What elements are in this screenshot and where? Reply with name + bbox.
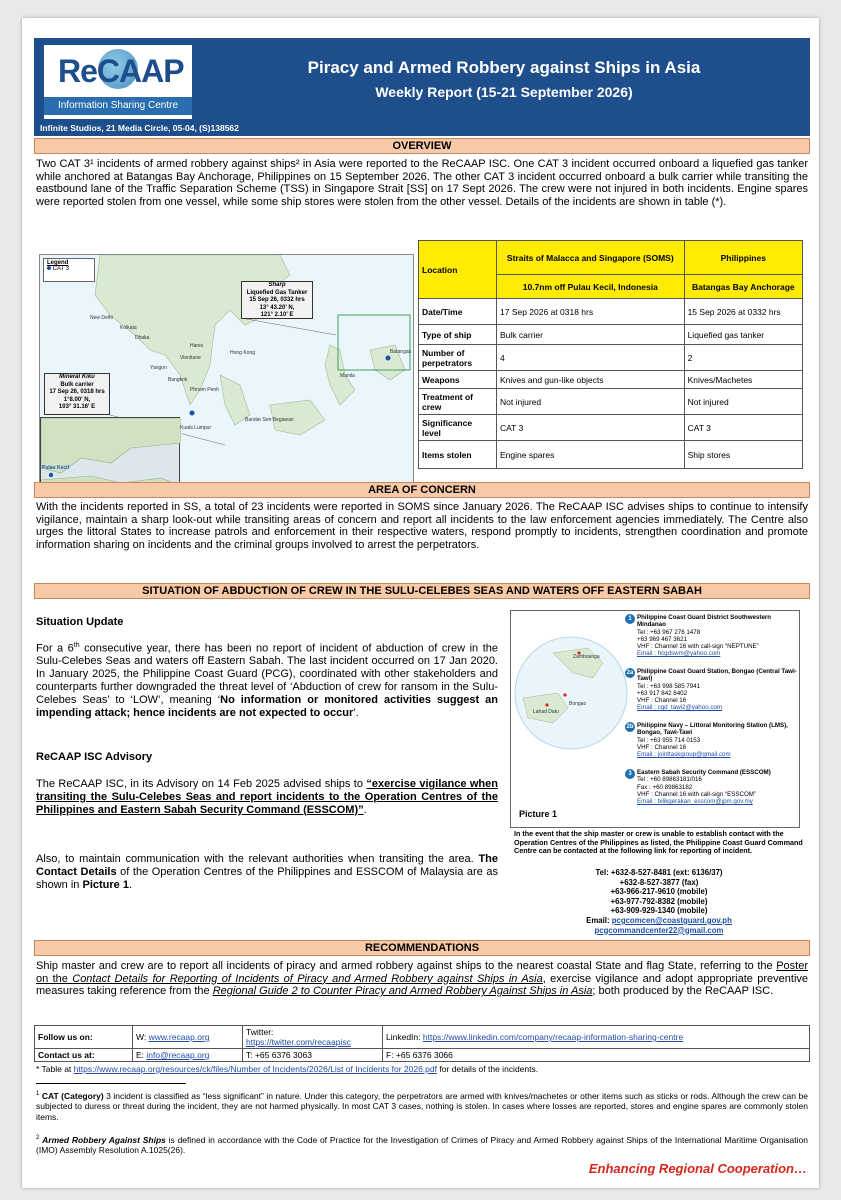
phone-line: Tel: +632-8-527-8481 (ext: 6136/37): [595, 868, 723, 877]
contact-line: +63 917 842 8402: [637, 689, 688, 697]
area-of-concern-text: With the incidents reported in SS, a total of 23 incidents were reported in SOMS since January 2026. The ReCAAP ISC advises ships to continue to intensify vigilance, maintain a sharp look-out while transiting areas of concern and report all incidents to the law enforcement agencies immediately. The Centre also urges the littoral States to increase patrols and enforcement in their respective waters, respond promptly to incidents, strengthen coordination and promote information sharing on incidents and the criminal groups involved to arrest the perpetrators.: [36, 501, 808, 551]
logo-text: ReCAAP: [58, 53, 184, 89]
contact-line: Tel : +63 998 585 7941: [637, 682, 701, 690]
row-label: Number of perpetrators: [419, 345, 497, 371]
email-label: Email:: [586, 915, 612, 925]
contact-title: Philippine Navy – Littoral Monitoring Station (LMS), Bongao, Tawi-Tawi: [637, 722, 788, 737]
table-cell: Knives/Machetes: [684, 371, 802, 389]
bold-underlined-text: “exercise vigilance when transiting the Sulu-Celebes Seas and report incidents to the Operation Centres of the Philippines and Eastern Sabah Security Command (ESSCOM)”: [36, 778, 498, 816]
contact-line: Fax : +60 89863182: [637, 783, 693, 791]
row-label: Significance level: [419, 415, 497, 441]
table-cell: 2: [684, 345, 802, 371]
callout-line: Bulk carrier: [60, 381, 94, 388]
bold-text: CAT (Category): [41, 1090, 104, 1101]
callout-line: 13° 43.20' N,: [259, 304, 295, 311]
also-text: [36, 853, 498, 891]
table-note: [36, 1064, 808, 1075]
text-run: consecutive year, there has been no report of incident of abduction of crew in the Sulu-Celebes Seas and waters off Eastern Sabah. The last incident occurred on 17 Jan 2020. In January 2025, the Philippine Coast Guard (PCG), coordinated with other stakeholders and counterparts further downgraded the threat level of ‘Abduction of crew for ransom in the Sulu-Celebes Seas’ to ‘LOW’, meaning ‘: [36, 642, 498, 706]
bold-text: Picture 1: [82, 878, 129, 891]
table-cell: Engine spares: [497, 441, 685, 469]
text-run: .: [363, 803, 367, 816]
row-label: Items stolen: [419, 441, 497, 469]
contact-line: VHF : Channel 16: [637, 743, 687, 751]
email-cell: [133, 1049, 243, 1062]
advisory-title: ReCAAP ISC Advisory: [36, 751, 153, 763]
contact-email[interactable]: Email : jointtaskgroup@gmail.com: [637, 751, 731, 759]
website-link[interactable]: www.recaap.org: [148, 1032, 210, 1042]
overview-heading: OVERVIEW: [34, 138, 810, 154]
number-badge: 2a: [626, 670, 634, 676]
text-run: Also, to maintain communication with the relevant authorities when transiting the area.: [36, 853, 479, 865]
row-label: Date/Time: [419, 299, 497, 325]
footnote-1: [36, 1089, 808, 1122]
contact-pn-lms: [626, 722, 799, 759]
table-row: [419, 241, 803, 275]
poster-link-title[interactable]: Contact Details for Reporting of Incidents of Piracy and Armed Robbery against Ships in Asia: [72, 972, 543, 985]
table-row: [419, 371, 803, 389]
map-label-lahad-datu: Lahad Datu: [533, 709, 559, 715]
callout-ship-name: Mineral Kiku: [59, 374, 95, 380]
recaap-logo: [44, 45, 192, 119]
advisory-text: [36, 778, 498, 816]
map-label-yangon: Yangon: [150, 365, 167, 371]
callout-line: Liquefied Gas Tanker: [246, 289, 308, 296]
map-label-bongao: Bongao: [569, 701, 587, 707]
twitter-label: Twitter:: [246, 1027, 274, 1037]
twitter-cell: [243, 1026, 383, 1049]
column-region: Philippines: [684, 241, 802, 275]
linkedin-link[interactable]: https://www.linkedin.com/company/recaap-information-sharing-centre: [422, 1032, 684, 1042]
map-label-bandar-seri-begawan: Bandar Seri Begawan: [245, 417, 294, 423]
column-place: Batangas Bay Anchorage: [684, 275, 802, 299]
map-label-batangas: Batangas: [390, 349, 412, 355]
report-header: [34, 38, 810, 136]
contact-line: VHF : Channel 16 with call-sign “ESSCOM”: [637, 790, 756, 798]
callout-line: 17 Sep 26, 0318 hrs: [49, 389, 105, 395]
table-row: [419, 389, 803, 415]
tagline: Enhancing Regional Cooperation…: [588, 1161, 807, 1176]
phone-line: +63-909-929-1340 (mobile): [610, 906, 708, 916]
inset-svg: [41, 418, 181, 492]
bold-italic-text: Armed Robbery Against Ships: [42, 1134, 166, 1145]
contact-line: Tel : +63 967 276 1478: [637, 628, 701, 636]
fax-cell: F: +65 6376 3066: [383, 1049, 810, 1062]
row-label: Type of ship: [419, 325, 497, 345]
text-run: , exercise vigilance and adopt appropriate preventive measures taking reference from the: [36, 972, 809, 997]
area-of-concern-heading: AREA OF CONCERN: [34, 482, 810, 498]
column-place: 10.7nm off Pulau Kecil, Indonesia: [497, 275, 685, 299]
contact-email[interactable]: Email : cgd_tawi2@yahoo.com: [637, 704, 723, 712]
row-label: Treatment of crew: [419, 389, 497, 415]
map-label-kuala-lumpur: Kuala Lumpur: [180, 425, 212, 431]
map-label-vientiane: Vientiane: [180, 355, 201, 361]
text-run: ; both produced by the ReCAAP ISC.: [592, 985, 774, 997]
contact-title: Eastern Sabah Security Command (ESSCOM): [637, 769, 771, 776]
map-label-zamboanga: Zamboanga: [573, 654, 600, 660]
tel-cell: T: +65 6376 3063: [243, 1049, 383, 1062]
table-row: [419, 325, 803, 345]
linkedin-cell: [383, 1026, 810, 1049]
poster-link[interactable]: Poster on the: [36, 960, 808, 985]
superscript: th: [73, 642, 80, 649]
row-label: Weapons: [419, 371, 497, 389]
text-run: * Table at: [36, 1064, 74, 1074]
table-cell: Liquefied gas tanker: [684, 325, 802, 345]
report-subtitle: Weekly Report (15-21 September 2026): [375, 84, 633, 100]
overview-text: Two CAT 3¹ incidents of armed robbery against ships² in Asia were reported to the ReCAAP ISC. One CAT 3 incident occurred onboard a liquefied gas tanker while anchored at Batangas Bay Anchorage, Philippines on 15 September 2026. The other CAT 3 incident occurred onboard a bulk carrier while transiting the eastbound lane of the Traffic Separation Scheme (TSS) in Singapore Strait [SS] on 17 Sept 2026. The crew were not injured in both incidents. Engine spares were reported stolen from one vessel, while some ship stores were stolen from the other vessel. Details of the incidents are shown in table (*).: [36, 158, 808, 208]
location-label: Location: [419, 241, 497, 299]
regional-guide-link[interactable]: Regional Guide 2 to Counter Piracy and Armed Robbery Against Ships in Asia: [212, 985, 593, 997]
table-cell: Not injured: [684, 389, 802, 415]
contact-email[interactable]: Email : bilikgerakan_esscom@jpm.gov.my: [637, 798, 753, 806]
callout-line: 121° 2.10' E: [260, 312, 294, 318]
text-run: 3 incident is classified as “less significant” in nature. Under this category, the perpetrators are armed with knives/machetes or other items such as sticks or rods. Although the crew can be subjected to duress or threat during the incident, they are not harmed physically. In most CAT 3 cases, nothing is stolen. In cases where losses are reported, stores and engine spares are commonly stolen items.: [36, 1090, 808, 1122]
table-cell: Bulk carrier: [497, 325, 685, 345]
contact-line: VHF : Channel 16 with call-sign “NEPTUNE”: [637, 643, 759, 651]
callout-line: 103° 31.16' E: [58, 404, 96, 410]
pcg-email-link-2[interactable]: pcgcommandcenter22@gmail.com: [594, 925, 724, 935]
twitter-link[interactable]: https://twitter.com/recaapisc: [246, 1037, 351, 1047]
web-cell: [133, 1026, 243, 1049]
sulu-map-svg: [513, 613, 631, 763]
bold-text: No information or monitored activities suggest an impending attack; hence incidents are not expected to occur: [36, 693, 498, 719]
map-label-pulau-kecil: Pulau Kecil: [42, 465, 69, 471]
footnote-divider: [36, 1083, 186, 1084]
map-legend: [43, 258, 95, 282]
situation-update-text: [36, 640, 498, 719]
report-page: [22, 18, 819, 1188]
pcg-phones: [514, 868, 804, 935]
phone-line: +63-966-217-9610 (mobile): [610, 887, 708, 897]
text-run: is defined in accordance with the Code of Practice for the Investigation of Crimes of Piracy and Armed Robbery against Ships of the International Maritime Organisation (IMO) Assembly Resolution A.1025(26).: [36, 1134, 808, 1156]
legend-title: Legend: [47, 260, 69, 266]
contact-line: Tel : +60 89863181/016: [637, 776, 702, 784]
picture-1-label: Picture 1: [519, 809, 558, 819]
contact-esscom: [628, 769, 799, 806]
table-cell: 15 Sep 2026 at 0332 hrs: [684, 299, 802, 325]
phone-line: +63-977-792-8382 (mobile): [610, 896, 708, 906]
follow-us-table: [34, 1025, 810, 1062]
phone-line: +632-8-527-3877 (fax): [619, 877, 699, 887]
callout-line: 1°8.00' N,: [63, 396, 91, 403]
contact-title: Philippine Coast Guard District Southwestern Mindanao: [637, 614, 772, 629]
table-row: [419, 345, 803, 371]
number-badge: 3: [625, 769, 635, 779]
text-run: The ReCAAP ISC, in its Advisory on 14 Feb 2025 advised ships to: [36, 778, 367, 790]
table-cell: CAT 3: [684, 415, 802, 441]
bold-text: The Contact Details: [36, 853, 498, 878]
table-cell: Ship stores: [684, 441, 802, 469]
map-label-manila: Manila: [340, 373, 355, 379]
map-label-phnom-penh: Phnom Penh: [190, 387, 219, 393]
table-cell: 4: [497, 345, 685, 371]
situation-update-title: Situation Update: [36, 616, 124, 628]
legend-item-label: CAT 3: [52, 266, 70, 272]
text-run: Ship master and crew are to report all incidents of piracy and armed robbery against ships to the nearest coastal State and flag State, referring to the: [36, 960, 777, 972]
contact-pcg-swm: [628, 614, 799, 658]
email-link[interactable]: info@recaap.org: [146, 1050, 210, 1060]
cat3-dot-icon: [47, 266, 51, 270]
number-badge: 2b: [626, 724, 634, 730]
table-cell: 17 Sep 2026 at 0318 hrs: [497, 299, 685, 325]
logo-subtitle: Information Sharing Centre: [44, 97, 192, 115]
map-label-new-delhi: New Delhi: [90, 315, 113, 321]
contact-line: Tel : +63 955 714 0153: [637, 736, 701, 744]
table-row: [35, 1026, 810, 1049]
table-cell: Not injured: [497, 389, 685, 415]
callout-ship-name: Sharp: [268, 282, 286, 288]
contact-pcg-bongao: [626, 668, 799, 712]
contact-title: Philippine Coast Guard Station, Bongao (Central Tawi-Tawi): [637, 668, 797, 683]
column-region: Straits of Malacca and Singapore (SOMS): [497, 241, 685, 275]
recommendations-heading: RECOMMENDATIONS: [34, 940, 810, 956]
number-badge: 1: [625, 614, 635, 624]
text-run: .: [128, 878, 133, 891]
table-row: [35, 1049, 810, 1062]
text-run: For a 6: [36, 642, 74, 655]
web-label: W:: [136, 1032, 149, 1042]
map-label-kolkata: Kolkata: [120, 325, 137, 331]
table-row: [419, 441, 803, 469]
incident-map: [39, 254, 414, 492]
incident-list-link[interactable]: https://www.recaap.org/resources/ck/files/Number of Incidents/2026/List of Incidents for 2026.pdf: [73, 1064, 437, 1074]
report-title: Piracy and Armed Robbery against Ships in Asia: [307, 58, 701, 77]
follow-label: Follow us on:: [35, 1026, 133, 1049]
superscript: 1: [36, 1091, 40, 1097]
map-label-hanoi: Hanoi: [190, 343, 204, 349]
table-cell: Knives and gun-like objects: [497, 371, 685, 389]
map-label-hong-kong: Hong Kong: [230, 350, 256, 356]
table-row: [419, 415, 803, 441]
contact-label: Contact us at:: [35, 1049, 133, 1062]
map-label-bangkok: Bangkok: [168, 377, 188, 383]
map-label-dhaka: Dhaka: [135, 335, 150, 341]
legend-item: [47, 266, 91, 272]
picture-1-contact-map: [510, 610, 800, 828]
event-text: In the event that the ship master or crew is unable to establish contact with the Operation Centres of the Philippines as listed, the Philippine Coast Guard Command Centre can be contacted at the following link for reporting of incident.: [514, 829, 803, 856]
superscript: 2: [36, 1135, 40, 1141]
pcg-email-link[interactable]: pcgcomcen@coastguard.gov.ph: [611, 915, 732, 925]
text-run: of the Operation Centres of the Philippines and ESSCOM of Malaysia are as shown in: [36, 865, 499, 891]
linkedin-label: LinkedIn:: [386, 1032, 423, 1042]
inset-map: [40, 417, 180, 492]
text-run: ’.: [353, 706, 359, 719]
email-label: E:: [136, 1050, 147, 1060]
address: Infinite Studios, 21 Media Circle, 05-04, (S)138562: [40, 123, 239, 133]
callout-line: 15 Sep 26, 0332 hrs: [249, 297, 305, 303]
callout-mineral-kiku: [44, 373, 110, 415]
contact-email[interactable]: Email : hcgdswm@yahoo.com: [637, 650, 721, 658]
contact-line: +63 969 467 3621: [637, 635, 688, 643]
callout-sharp: [241, 281, 313, 319]
recommendations-text: [36, 960, 808, 998]
text-run: for details of the incidents.: [436, 1064, 539, 1074]
table-cell: CAT 3: [497, 415, 685, 441]
sulu-heading: SITUATION OF ABDUCTION OF CREW IN THE SULU-CELEBES SEAS AND WATERS OFF EASTERN SABAH: [34, 583, 810, 599]
contact-line: VHF : Channel 16: [637, 697, 687, 705]
table-row: [419, 299, 803, 325]
footnote-2: [36, 1133, 808, 1156]
pcg-email-line: [514, 916, 804, 926]
incident-table: [418, 240, 803, 469]
